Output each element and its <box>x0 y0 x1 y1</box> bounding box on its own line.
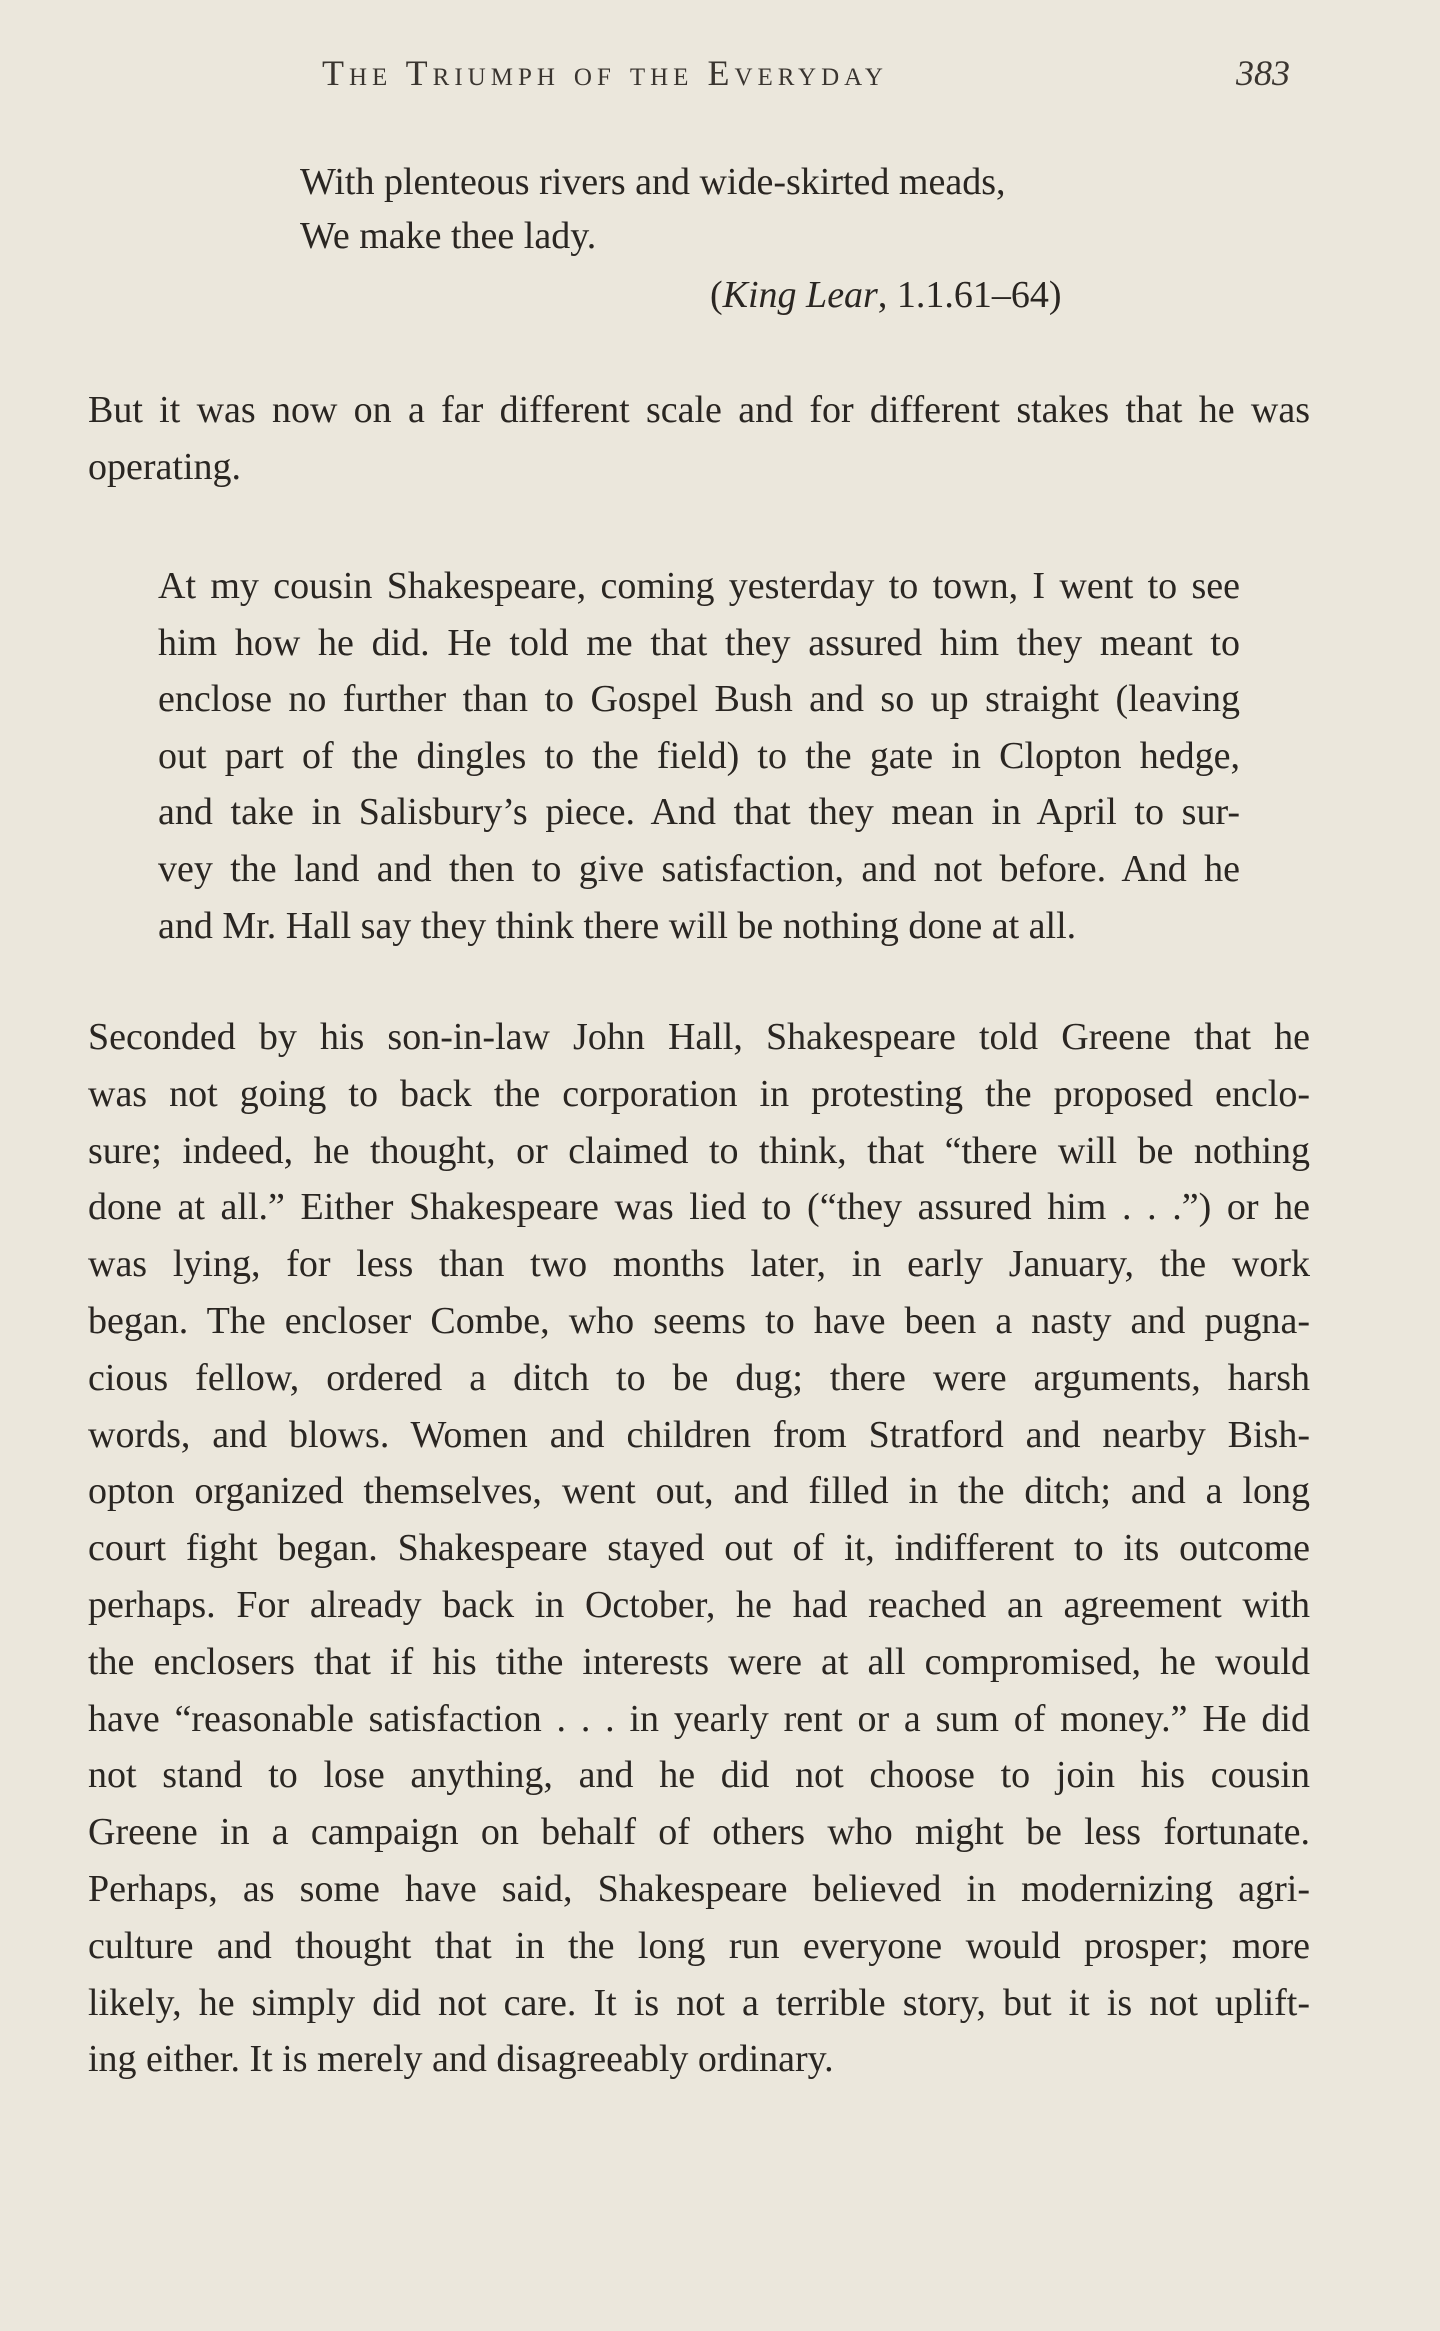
verse-citation <box>710 273 1062 317</box>
paragraph-line: court fight began. Shakespeare stayed out of it, indifferent to its outcome <box>88 1527 1310 1570</box>
quote-line: At my cousin Shakespeare, coming yesterday to town, I went to see <box>158 565 1240 607</box>
quote-line: him how he did. He told me that they assured him they meant to <box>158 621 1240 664</box>
paragraph-line: Perhaps, as some have said, Shakespeare believed in modernizing agri- <box>88 1867 1310 1910</box>
verse-quotation <box>300 155 1006 263</box>
quote-line: and take in Salisbury’s piece. And that they mean in April to sur- <box>158 791 1240 834</box>
paragraph-line: opton organized themselves, went out, and filled in the ditch; and a long <box>88 1470 1310 1513</box>
block-quotation <box>158 558 1240 954</box>
paragraph-2 <box>88 1009 1310 2088</box>
paragraph-line: was not going to back the corporation in protesting the proposed enclo- <box>88 1072 1310 1115</box>
paragraph-line: culture and thought that in the long run everyone would prosper; more <box>88 1924 1310 1967</box>
paragraph-line: perhaps. For already back in October, he had reached an agreement with <box>88 1583 1310 1626</box>
paragraph-line: not stand to lose anything, and he did not choose to join his cousin <box>88 1754 1310 1797</box>
paragraph-line: the enclosers that if his tithe interests were at all compromised, he would <box>88 1640 1310 1683</box>
paragraph-line: Greene in a campaign on behalf of others who might be less fortunate. <box>88 1811 1310 1854</box>
paragraph-line: likely, he simply did not care. It is not a terrible story, but it is not uplift- <box>88 1981 1310 2024</box>
paragraph-line: began. The encloser Combe, who seems to have been a nasty and pugna- <box>88 1299 1310 1342</box>
citation-reference: , 1.1.61–64) <box>877 274 1062 316</box>
quote-line: and Mr. Hall say they think there will be nothing done at all. <box>158 904 1077 947</box>
paragraph-line: cious fellow, ordered a ditch to be dug; there were arguments, harsh <box>88 1356 1310 1399</box>
quote-line: out part of the dingles to the field) to the gate in Clopton hedge, <box>158 734 1240 777</box>
verse-line: With plenteous rivers and wide-skirted meads, <box>300 161 1006 203</box>
paragraph-1 <box>88 382 1310 496</box>
citation-open: ( <box>710 274 723 316</box>
paragraph-line: But it was now on a far different scale and for different stakes that he was <box>88 389 1310 431</box>
paragraph-line: words, and blows. Women and children from Stratford and nearby Bish- <box>88 1413 1310 1456</box>
paragraph-line: operating. <box>88 445 242 488</box>
page-number: 383 <box>1236 53 1290 93</box>
citation-title: King Lear <box>722 274 878 316</box>
paragraph-line: sure; indeed, he thought, or claimed to think, that “there will be nothing <box>88 1129 1310 1172</box>
paragraph-line: ing either. It is merely and disagreeably ordinary. <box>88 2038 834 2081</box>
quote-line: vey the land and then to give satisfaction, and not before. And he <box>158 847 1240 890</box>
verse-line: We make thee lady. <box>300 215 597 257</box>
paragraph-line: Seconded by his son-in-law John Hall, Shakespeare told Greene that he <box>88 1016 1310 1058</box>
running-head: The Triumph of the Everyday <box>322 53 888 93</box>
paragraph-line: have “reasonable satisfaction . . . in yearly rent or a sum of money.” He did <box>88 1697 1310 1740</box>
quote-line: enclose no further than to Gospel Bush and so up straight (leaving <box>158 678 1240 721</box>
paragraph-line: was lying, for less than two months later, in early January, the work <box>88 1243 1310 1286</box>
paragraph-line: done at all.” Either Shakespeare was lied to (“they assured him . . .”) or he <box>88 1186 1310 1229</box>
